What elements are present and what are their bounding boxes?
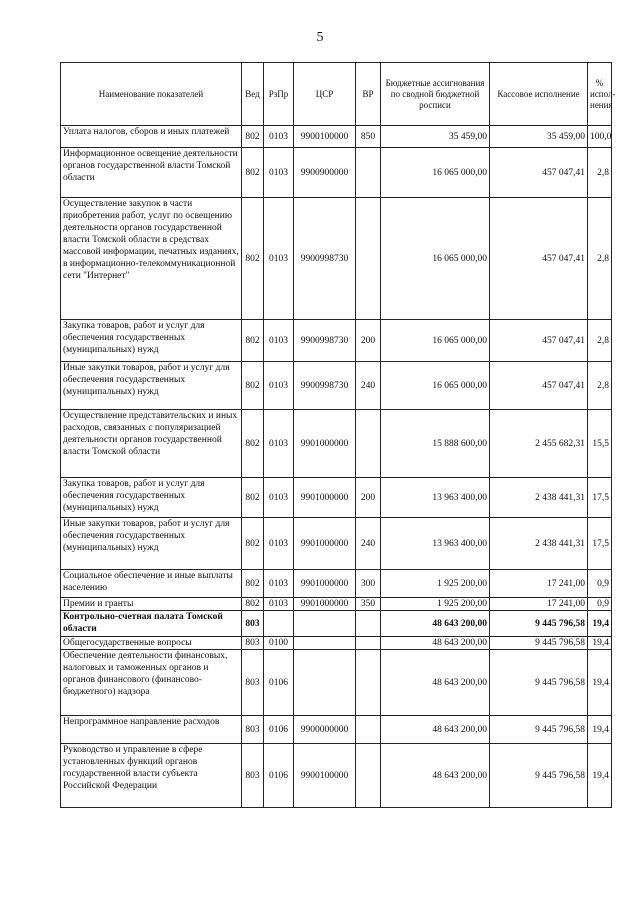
cell-vr (356, 650, 381, 716)
cell-ved: 802 (242, 410, 264, 478)
table-header-row (61, 63, 612, 126)
cell-csr: 9900998730 (294, 362, 356, 410)
cell-cash: 2 438 441,31 (490, 478, 588, 518)
budget-table (60, 62, 616, 808)
cell-cash: 9 445 796,58 (490, 637, 588, 650)
cell-pct: 17,5 (588, 518, 612, 570)
cell-cash: 457 047,41 (490, 148, 588, 198)
cell-vr (356, 716, 381, 744)
header-vr: ВР (356, 63, 381, 126)
cell-vr: 240 (356, 362, 381, 410)
cell-pct: 2,8 (588, 198, 612, 320)
cell-csr: 9900900000 (294, 148, 356, 198)
header-cash: Кассовое исполнение (490, 63, 588, 126)
cell-name: Закупка товаров, работ и услуг для обеспечения государственных (муниципальных) нужд (61, 320, 242, 362)
cell-cash: 35 459,00 (490, 126, 588, 148)
table-row (61, 478, 612, 518)
cell-name: Иные закупки товаров, работ и услуг для обеспечения государственных (муниципальных) нужд (61, 518, 242, 570)
cell-cash: 17 241,00 (490, 598, 588, 611)
cell-rzpr: 0103 (264, 598, 294, 611)
header-budget: Бюджетные ассигнования по сводной бюджетной росписи (381, 63, 490, 126)
cell-cash: 9 445 796,58 (490, 650, 588, 716)
cell-cash: 457 047,41 (490, 362, 588, 410)
cell-cash: 2 455 682,31 (490, 410, 588, 478)
cell-pct: 19,4 (588, 716, 612, 744)
cell-budget: 15 888 600,00 (381, 410, 490, 478)
cell-budget: 16 065 000,00 (381, 148, 490, 198)
cell-csr (294, 650, 356, 716)
cell-ved: 802 (242, 198, 264, 320)
cell-vr: 850 (356, 126, 381, 148)
cell-cash: 2 438 441,31 (490, 518, 588, 570)
cell-name: Контрольно-счетная палата Томской области (61, 611, 242, 637)
cell-budget: 48 643 200,00 (381, 716, 490, 744)
cell-budget: 1 925 200,00 (381, 570, 490, 598)
table-row (61, 570, 612, 598)
cell-vr (356, 148, 381, 198)
header-name: Наименование показателей (61, 63, 242, 126)
cell-ved: 802 (242, 598, 264, 611)
cell-rzpr: 0100 (264, 637, 294, 650)
table-row (61, 198, 612, 320)
cell-rzpr: 0103 (264, 518, 294, 570)
cell-cash: 9 445 796,58 (490, 611, 588, 637)
cell-name: Информационное освещение деятельности органов государственной власти Томской области (61, 148, 242, 198)
table-row (61, 126, 612, 148)
cell-pct: 15,5 (588, 410, 612, 478)
cell-ved: 802 (242, 320, 264, 362)
table-row (61, 650, 612, 716)
cell-cash: 457 047,41 (490, 198, 588, 320)
cell-cash: 457 047,41 (490, 320, 588, 362)
cell-csr: 9900000000 (294, 716, 356, 744)
cell-ved: 802 (242, 478, 264, 518)
cell-name: Обеспечение деятельности финансовых, налоговых и таможенных органов и органов финансового (финансово-бюджетного) надзора (61, 650, 242, 716)
cell-pct: 0,9 (588, 570, 612, 598)
cell-pct: 0,9 (588, 598, 612, 611)
table-row (61, 148, 612, 198)
table-row (61, 611, 612, 637)
cell-name: Непрограммное направление расходов (61, 716, 242, 744)
cell-ved: 803 (242, 611, 264, 637)
cell-csr: 9900998730 (294, 320, 356, 362)
cell-name: Руководство и управление в сфере установленных функций органов государственной власти субъекта Российской Федерации (61, 744, 242, 808)
cell-ved: 802 (242, 148, 264, 198)
cell-ved: 803 (242, 744, 264, 808)
cell-budget: 48 643 200,00 (381, 611, 490, 637)
cell-budget: 13 963 400,00 (381, 518, 490, 570)
cell-cash: 17 241,00 (490, 570, 588, 598)
cell-vr (356, 637, 381, 650)
cell-pct: 2,8 (588, 148, 612, 198)
cell-name: Осуществление закупок в части приобретения работ, услуг по освещению деятельности органов государственной власти Томской области в средствах массовой информации, печатных изданиях, в информационно-телекоммуникационной сети "Интернет" (61, 198, 242, 320)
cell-name: Общегосударственные вопросы (61, 637, 242, 650)
cell-cash: 9 445 796,58 (490, 716, 588, 744)
cell-vr (356, 198, 381, 320)
table-row (61, 598, 612, 611)
cell-name: Уплата налогов, сборов и иных платежей (61, 126, 242, 148)
cell-vr (356, 744, 381, 808)
table-row (61, 362, 612, 410)
table-row (61, 716, 612, 744)
cell-rzpr: 0103 (264, 570, 294, 598)
cell-csr: 9901000000 (294, 598, 356, 611)
cell-budget: 48 643 200,00 (381, 650, 490, 716)
header-rzpr: РзПр (264, 63, 294, 126)
cell-budget: 1 925 200,00 (381, 598, 490, 611)
cell-vr (356, 611, 381, 637)
cell-pct: 17,5 (588, 478, 612, 518)
cell-rzpr: 0103 (264, 362, 294, 410)
cell-rzpr: 0103 (264, 320, 294, 362)
cell-vr: 200 (356, 478, 381, 518)
page-number: 5 (316, 30, 324, 45)
cell-rzpr: 0103 (264, 148, 294, 198)
cell-budget: 13 963 400,00 (381, 478, 490, 518)
cell-rzpr: 0106 (264, 650, 294, 716)
table-row (61, 637, 612, 650)
cell-pct: 19,4 (588, 650, 612, 716)
cell-rzpr (264, 611, 294, 637)
cell-csr: 9900100000 (294, 126, 356, 148)
cell-pct: 19,4 (588, 744, 612, 808)
cell-csr: 9901000000 (294, 478, 356, 518)
cell-pct: 100,0 (588, 126, 612, 148)
cell-rzpr: 0103 (264, 126, 294, 148)
cell-pct: 19,4 (588, 611, 612, 637)
cell-rzpr: 0106 (264, 744, 294, 808)
cell-ved: 803 (242, 637, 264, 650)
cell-name: Социальное обеспечение и иные выплаты населению (61, 570, 242, 598)
cell-name: Премии и гранты (61, 598, 242, 611)
cell-ved: 803 (242, 716, 264, 744)
cell-budget: 16 065 000,00 (381, 362, 490, 410)
cell-csr: 9901000000 (294, 518, 356, 570)
table-row (61, 518, 612, 570)
cell-pct: 2,8 (588, 362, 612, 410)
cell-ved: 802 (242, 362, 264, 410)
cell-pct: 2,8 (588, 320, 612, 362)
cell-ved: 802 (242, 570, 264, 598)
cell-rzpr: 0106 (264, 716, 294, 744)
table-row (61, 320, 612, 362)
cell-name: Иные закупки товаров, работ и услуг для обеспечения государственных (муниципальных) нужд (61, 362, 242, 410)
cell-csr: 9901000000 (294, 570, 356, 598)
cell-vr: 200 (356, 320, 381, 362)
table-row (61, 744, 612, 808)
cell-csr: 9900998730 (294, 198, 356, 320)
cell-csr (294, 637, 356, 650)
table-row (61, 410, 612, 478)
cell-rzpr: 0103 (264, 410, 294, 478)
cell-rzpr: 0103 (264, 478, 294, 518)
cell-csr (294, 611, 356, 637)
cell-rzpr: 0103 (264, 198, 294, 320)
cell-budget: 35 459,00 (381, 126, 490, 148)
header-csr: ЦСР (294, 63, 356, 126)
cell-budget: 48 643 200,00 (381, 744, 490, 808)
cell-name: Закупка товаров, работ и услуг для обеспечения государственных (муниципальных) нужд (61, 478, 242, 518)
cell-csr: 9900100000 (294, 744, 356, 808)
cell-ved: 803 (242, 650, 264, 716)
cell-vr: 300 (356, 570, 381, 598)
cell-vr: 240 (356, 518, 381, 570)
cell-name: Осуществление представительских и иных расходов, связанных с популяризацией деятельности органов государственной власти Томской области (61, 410, 242, 478)
cell-ved: 802 (242, 518, 264, 570)
cell-pct: 19,4 (588, 637, 612, 650)
cell-csr: 9901000000 (294, 410, 356, 478)
cell-budget: 48 643 200,00 (381, 637, 490, 650)
cell-ved: 802 (242, 126, 264, 148)
header-ved: Вед (242, 63, 264, 126)
cell-cash: 9 445 796,58 (490, 744, 588, 808)
cell-budget: 16 065 000,00 (381, 198, 490, 320)
cell-budget: 16 065 000,00 (381, 320, 490, 362)
cell-vr (356, 410, 381, 478)
header-pct: % испол-нения (588, 63, 612, 126)
cell-vr: 350 (356, 598, 381, 611)
